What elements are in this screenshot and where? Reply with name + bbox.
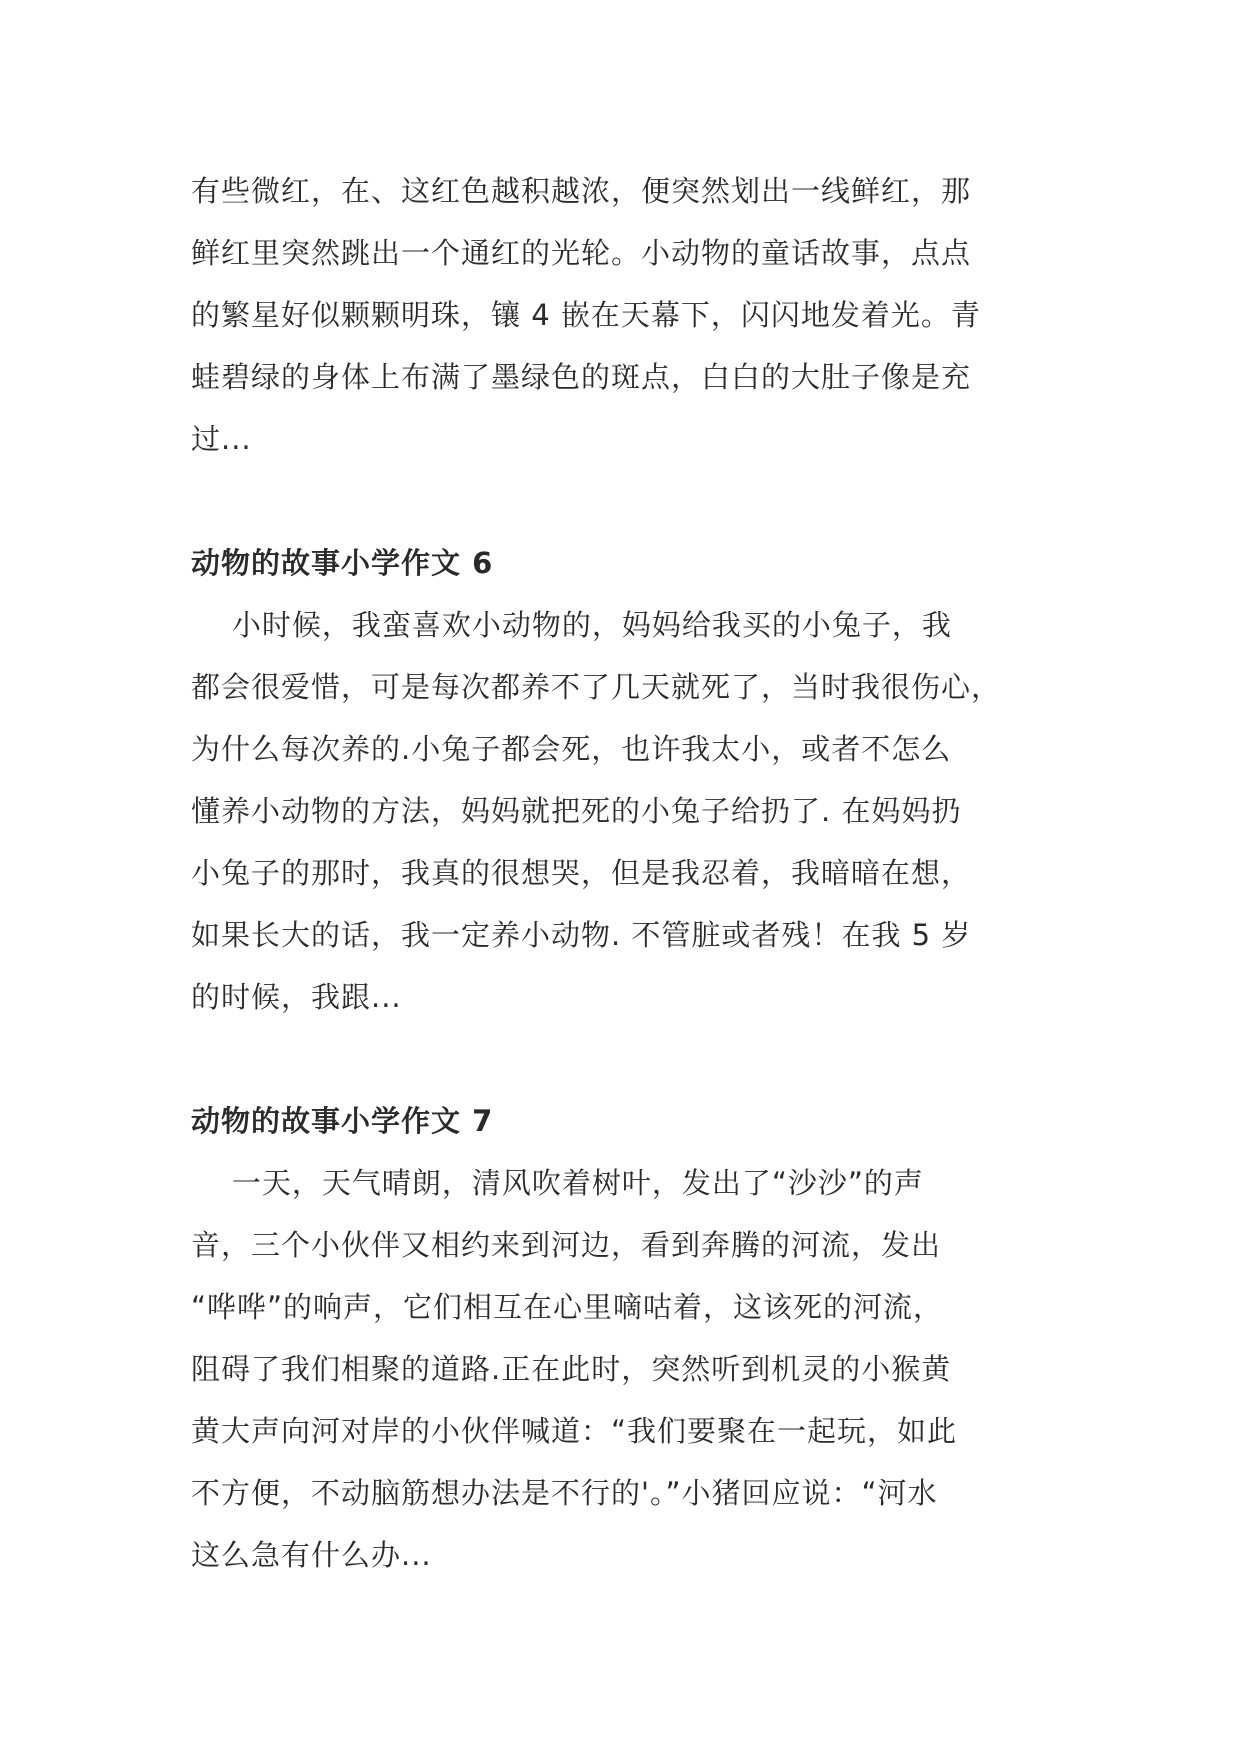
text-line: 阻碍了我们相聚的道路.正在此时，突然听到机灵的小猴黄 bbox=[191, 1352, 952, 1386]
text-line: 音，三个小伙伴又相约来到河边，看到奔腾的河流，发出 bbox=[191, 1228, 942, 1262]
text-line: 蛙碧绿的身体上布满了墨绿色的斑点，白白的大肚子像是充 bbox=[191, 360, 972, 394]
section-heading-6: 动物的故事小学作文 6 bbox=[191, 546, 494, 580]
text-line: 懂养小动物的方法，妈妈就把死的小兔子给扔了. 在妈妈扔 bbox=[191, 794, 962, 828]
text-line: 不方便，不动脑筋想办法是不行的'。”小猪回应说：“河水 bbox=[191, 1476, 938, 1510]
section-heading-7: 动物的故事小学作文 7 bbox=[191, 1104, 494, 1138]
text-line: 小兔子的那时，我真的很想哭，但是我忍着，我暗暗在想， bbox=[191, 856, 972, 890]
text-line: 过... bbox=[191, 422, 252, 456]
text-line: 都会很爱惜，可是每次都养不了几天就死了，当时我很伤心， bbox=[191, 670, 1002, 704]
text-line: 小时候，我蛮喜欢小动物的，妈妈给我买的小兔子，我 bbox=[191, 608, 952, 642]
text-line: 有些微红，在、这红色越积越浓，便突然划出一线鲜红，那 bbox=[191, 174, 972, 208]
text-line: “哗哗”的响声，它们相互在心里嘀咕着，这该死的河流， bbox=[191, 1290, 944, 1324]
text-line: 的时候，我跟... bbox=[191, 980, 402, 1014]
document-body bbox=[191, 160, 1051, 1586]
text-line: 如果长大的话，我一定养小动物. 不管脏或者残！在我 5 岁 bbox=[191, 918, 972, 952]
section-gap bbox=[191, 1028, 1051, 1090]
text-line: 一天，天气晴朗，清风吹着树叶，发出了“沙沙”的声 bbox=[191, 1166, 924, 1200]
text-line: 为什么每次养的.小兔子都会死，也许我太小，或者不怎么 bbox=[191, 732, 952, 766]
paragraph-3 bbox=[191, 1152, 1051, 1586]
paragraph-2 bbox=[191, 594, 1051, 1028]
text-line: 鲜红里突然跳出一个通红的光轮。小动物的童话故事，点点 bbox=[191, 236, 972, 270]
text-line: 的繁星好似颗颗明珠，镶 4 嵌在天幕下，闪闪地发着光。青 bbox=[191, 298, 981, 332]
text-line: 这么急有什么办... bbox=[191, 1538, 432, 1572]
section-gap bbox=[191, 470, 1051, 532]
text-line: 黄大声向河对岸的小伙伴喊道：“我们要聚在一起玩，如此 bbox=[191, 1414, 958, 1448]
paragraph-1 bbox=[191, 160, 1051, 470]
